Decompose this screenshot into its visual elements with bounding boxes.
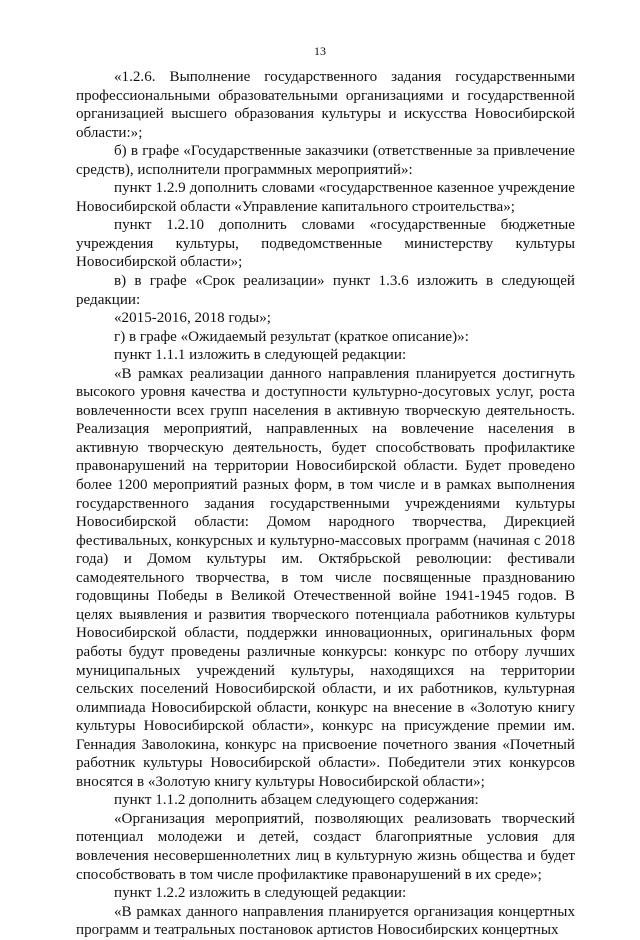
paragraph: в) в графе «Срок реализации» пункт 1.3.6 изложить в следующей редакции: xyxy=(76,273,575,308)
paragraph: пункт 1.1.2 дополнить абзацем следующего содержания: xyxy=(114,792,479,809)
paragraph: пункт 1.1.1 изложить в следующей редакции: xyxy=(114,347,407,364)
paragraph: «В рамках реализации данного направления планируется достигнуть высокого уровня качества и доступности культурно-досуговых услуг, роста вовлеченности всех групп населения в активную творческую деятельность. Реализация мероприятий, направленных на вовлечение населения в активную творческую деятельность, будет способствовать профилактике правонарушений на территории Новосибирской области. Будет проведено более 1200 мероприятий разных форм, в том числе и в рамках выполнения государственного задания государственными учреждениями культуры Новосибирской области: Домом народного творчества, Дирекцией фестивальных, конкурсных и культурно-массовых программ (начиная с 2018 года) и Домом культуры им. Октябрьской революции: фестивали самодеятельного творчества, в том числе посвященные празднованию годовщины Победы в Великой Отечественной войне 1941-1945 годов. В целях выявления и развития творческого потенциала работников культуры Новосибирской области, поддержки инновационных, оригинальных форм работы будут проведены различные конкурсы: конкурс по отбору лучших муниципальных учреждений культуры, находящихся на территории сельских поселений Новосибирской области, и их работников, культурная олимпиада Новосибирской области, конкурс на внесение в «Золотую книгу культуры Новосибирской области», конкурс на присуждение премии им. Геннадия Заволокина, конкурс на присвоение почетного звания «Почетный работник культуры Новосибирской области». Победители этих конкурсов вносятся в «Золотую книгу культуры Новосибирской области»; xyxy=(76,365,575,790)
paragraph: «1.2.6. Выполнение государственного задания государственными профессиональными образовательными организациями и государственной организацией высшего образования культуры и искусства Новосибирской области:»; xyxy=(76,69,575,141)
paragraph: г) в графе «Ожидаемый результат (краткое описание)»: xyxy=(114,328,469,345)
paragraph: пункт 1.2.10 дополнить словами «государственные бюджетные учреждения культуры, подведомственные министерству культуры Новосибирской области»; xyxy=(76,217,575,271)
paragraph: пункт 1.2.2 изложить в следующей редакции: xyxy=(114,885,407,902)
paragraph: «Организация мероприятий, позволяющих реализовать творческий потенциал молодежи и детей, создаст благоприятные условия для вовлечения несовершеннолетних лиц в культурную жизнь общества и будет способствовать в том числе профилактике правонарушений в их среде»; xyxy=(76,810,575,883)
paragraph: «2015-2016, 2018 годы»; xyxy=(114,310,271,327)
document-body xyxy=(76,68,575,940)
paragraph: пункт 1.2.9 дополнить словами «государственное казенное учреждение Новосибирской области «Управление капитального строительства»; xyxy=(76,180,575,215)
paragraph: б) в графе «Государственные заказчики (ответственные за привлечение средств), исполнители программных мероприятий»: xyxy=(76,143,575,178)
paragraph: «В рамках данного направления планируется организация концертных программ и театральных постановок артистов Новосибирских концертных xyxy=(76,903,575,939)
page-number: 13 xyxy=(314,44,326,58)
